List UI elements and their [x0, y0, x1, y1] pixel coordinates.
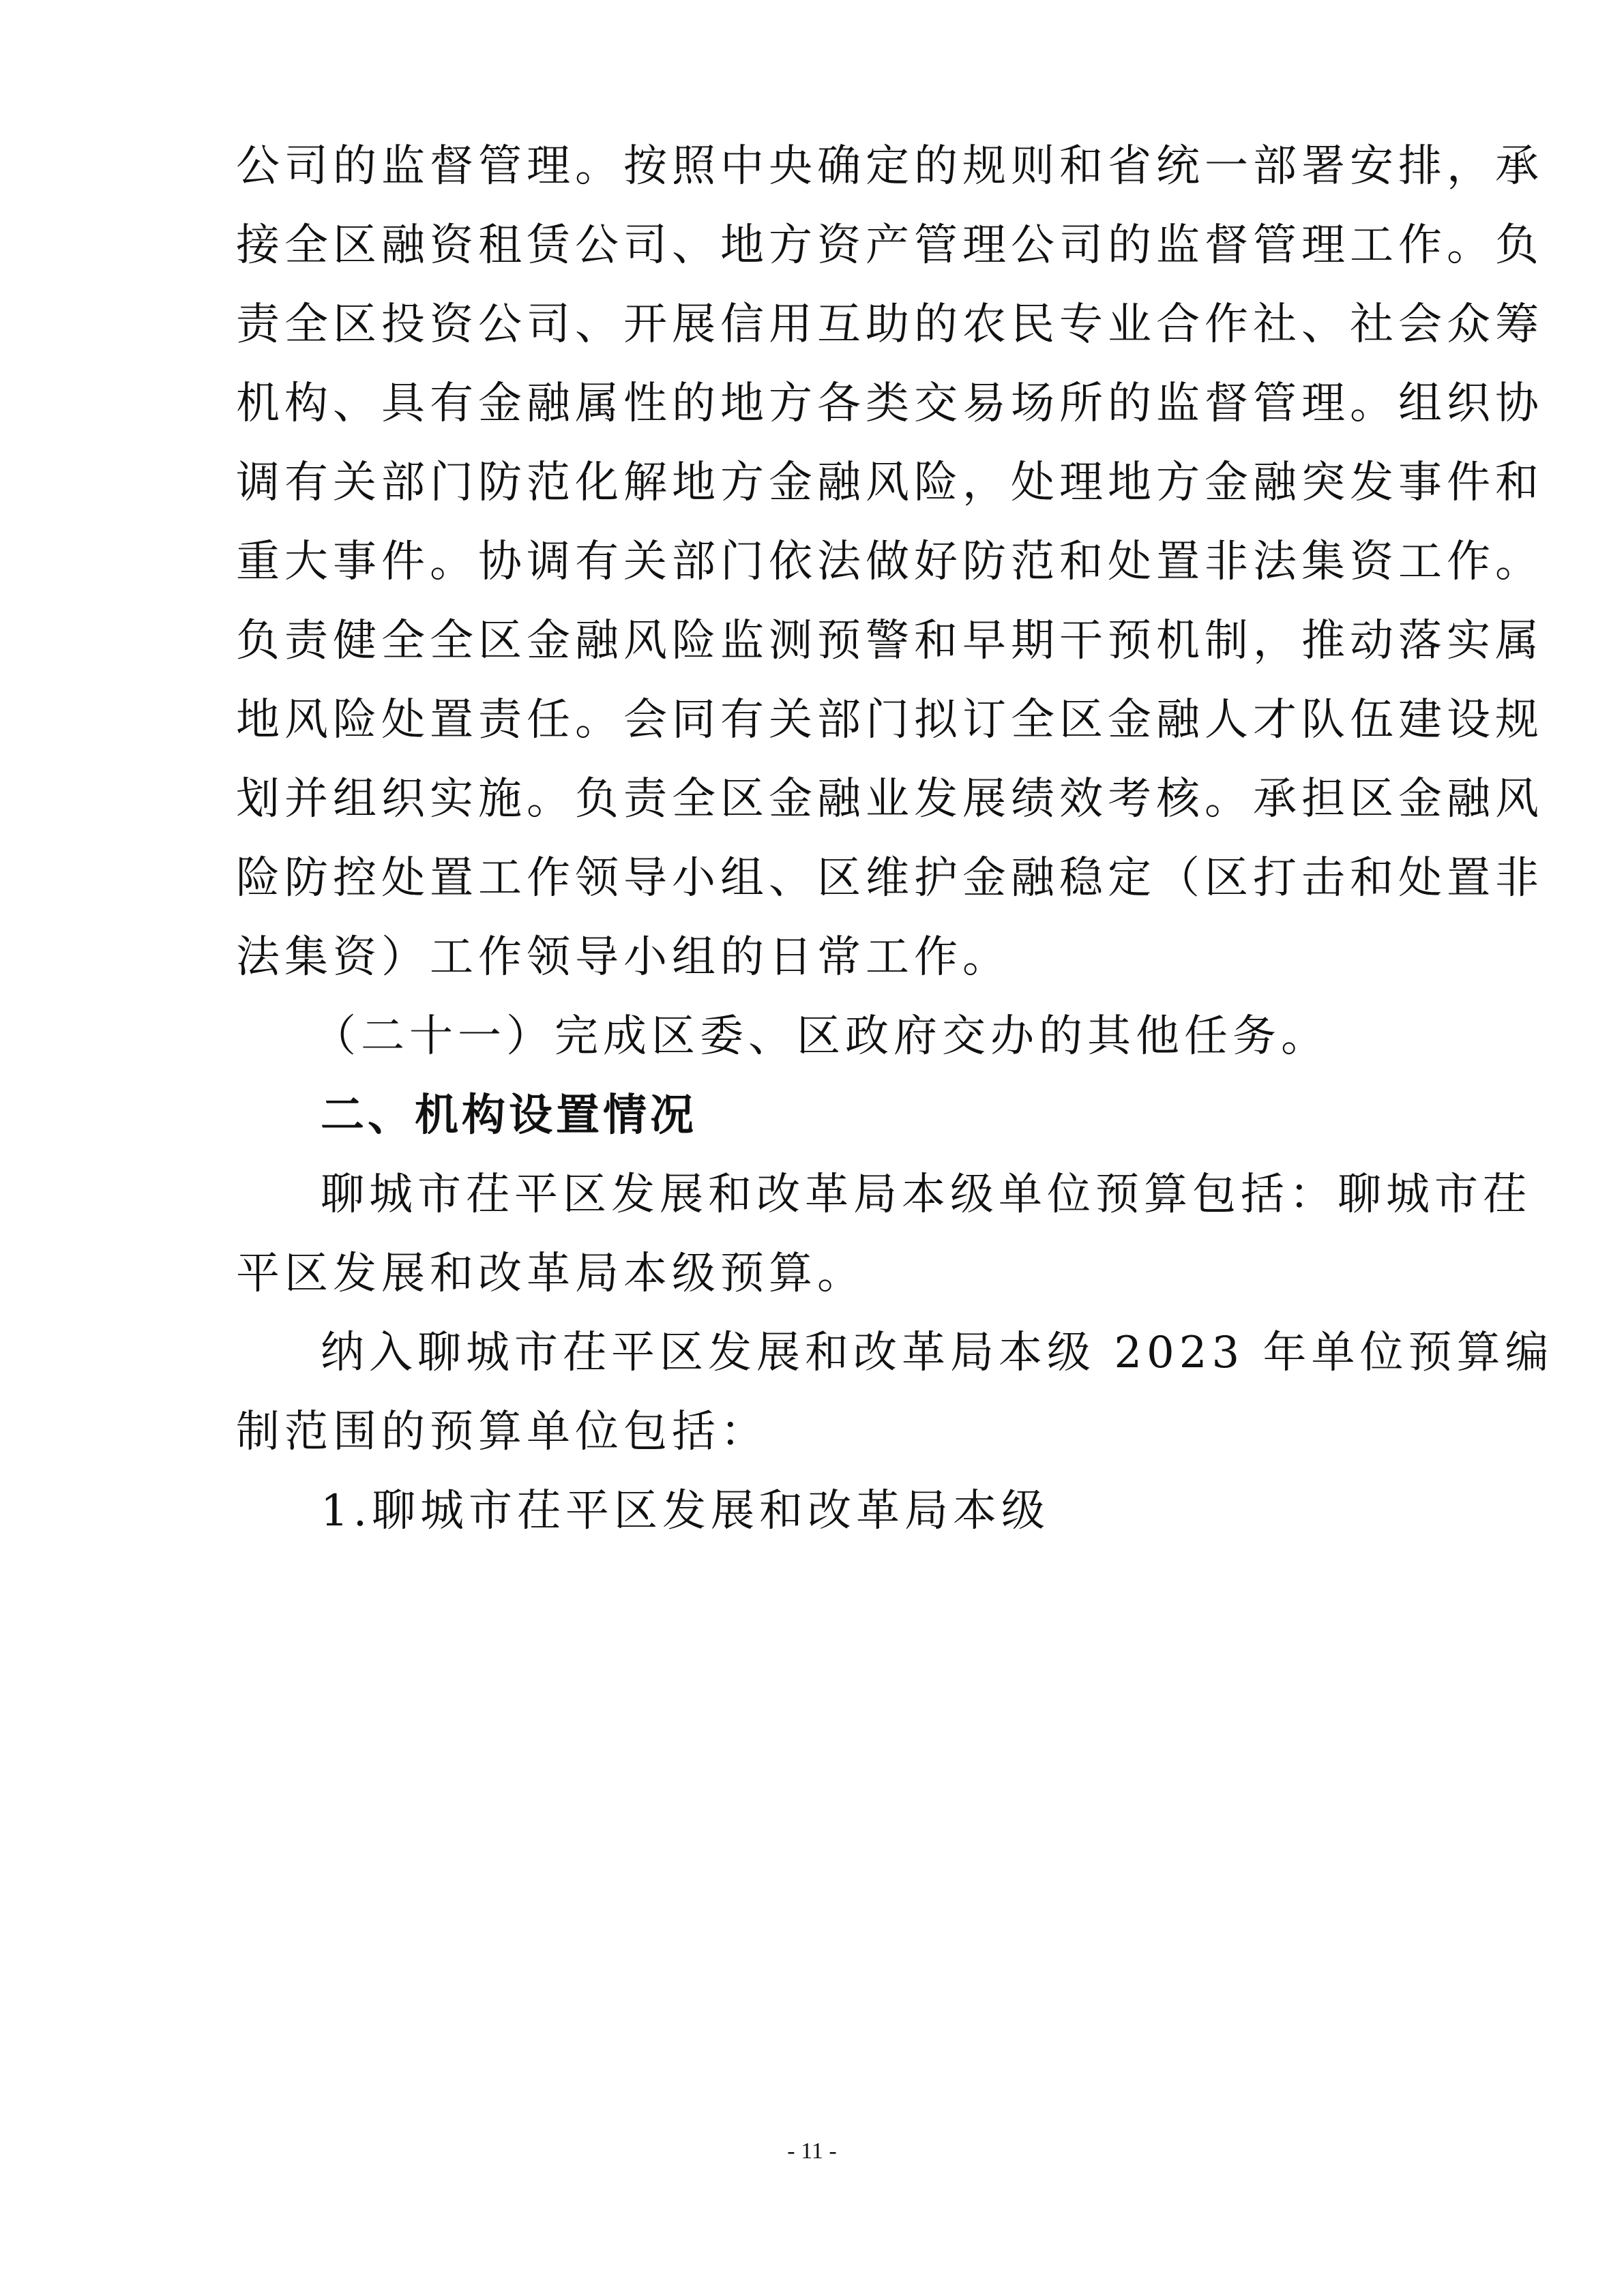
body-text-line: 地风险处置责任。会同有关部门拟订全区金融人才队伍建设规	[236, 695, 1544, 745]
body-text-line: 机构、具有金融属性的地方各类交易场所的监督管理。组织协	[236, 378, 1544, 429]
body-text-line: 险防控处置工作领导小组、区维护金融稳定（区打击和处置非	[236, 853, 1544, 904]
paragraph-line: 纳入聊城市茌平区发展和改革局本级 2023 年单位预算编	[321, 1328, 1554, 1378]
body-text-line: 责全区投资公司、开展信用互助的农民专业合作社、社会众筹	[236, 299, 1544, 350]
body-text-line: 公司的监督管理。按照中央确定的规则和省统一部署安排，承	[236, 141, 1544, 192]
body-text-line: 重大事件。协调有关部门依法做好防范和处置非法集资工作。	[236, 537, 1544, 587]
body-text-line: 法集资）工作领导小组的日常工作。	[236, 932, 1011, 983]
list-item: 1.聊城市茌平区发展和改革局本级	[321, 1486, 1050, 1536]
page-number: - 11 -	[787, 2138, 837, 2164]
paragraph-line: 制范围的预算单位包括：	[236, 1407, 769, 1457]
paragraph-line: 平区发展和改革局本级预算。	[236, 1249, 866, 1299]
body-text-line: 接全区融资租赁公司、地方资产管理公司的监督管理工作。负	[236, 220, 1544, 271]
body-text-line: 调有关部门防范化解地方金融风险，处理地方金融突发事件和	[236, 458, 1544, 508]
duty-item-21: （二十一）完成区委、区政府交办的其他任务。	[312, 1011, 1329, 1062]
body-text-line: 划并组织实施。负责全区金融业发展绩效考核。承担区金融风	[236, 774, 1544, 824]
body-text-line: 负责健全全区金融风险监测预警和早期干预机制，推动落实属	[236, 616, 1544, 666]
paragraph-line: 聊城市茌平区发展和改革局本级单位预算包括：聊城市茌	[321, 1169, 1531, 1220]
section-heading: 二、机构设置情况	[321, 1090, 697, 1141]
